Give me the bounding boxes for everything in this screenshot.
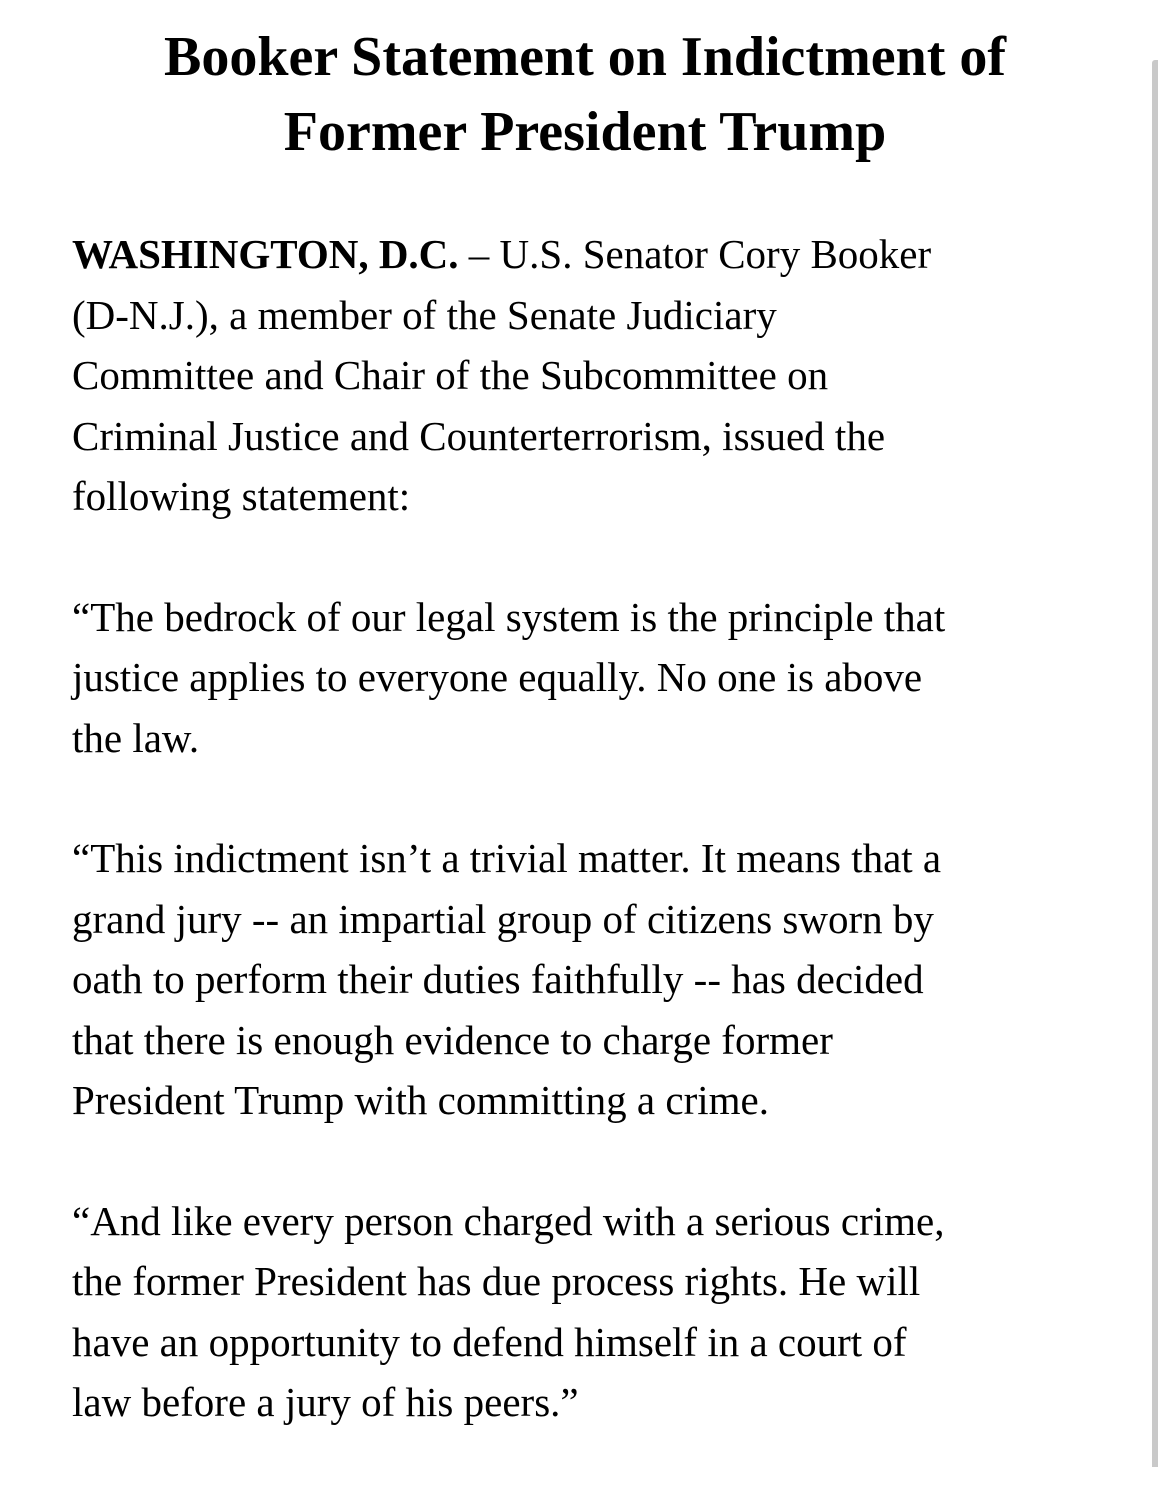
quote-1-line-1: “The bedrock of our legal system is the principle that xyxy=(72,593,946,640)
intro-line-2: (D-N.J.), a member of the Senate Judiciary xyxy=(72,291,777,338)
quote-2-line-1: “This indictment isn’t a trivial matter. It means that a xyxy=(72,835,942,881)
dateline: WASHINGTON, D.C. xyxy=(72,231,459,277)
quote-3-line-4: law before a jury of his peers.” xyxy=(72,1379,579,1425)
quote-1-line-3: the law. xyxy=(72,714,200,761)
quote-2-line-5: President Trump with committing a crime. xyxy=(72,1077,769,1123)
quote-3-line-3: have an opportunity to defend himself in a court of xyxy=(72,1318,907,1365)
page-title xyxy=(40,20,1130,170)
statement-body xyxy=(72,224,1132,1493)
quote-paragraph-1 xyxy=(72,587,1132,769)
quote-2-line-4: that there is enough evidence to charge former xyxy=(72,1016,833,1063)
title-line-1: Booker Statement on Indictment of xyxy=(163,26,1007,88)
quote-3-line-2: the former President has due process rights. He will xyxy=(72,1258,921,1304)
scrollbar[interactable] xyxy=(1152,60,1158,1467)
intro-line-1 xyxy=(72,224,1132,285)
intro-paragraph xyxy=(72,224,1132,527)
intro-first-line-text: – U.S. Senator Cory Booker xyxy=(458,231,932,277)
intro-line-5: following statement: xyxy=(72,473,411,519)
quote-2-line-3: oath to perform their duties faithfully -- has decided xyxy=(72,956,924,1002)
quote-paragraph-3 xyxy=(72,1191,1132,1433)
quote-1-line-2: justice applies to everyone equally. No one is above xyxy=(72,654,923,700)
quote-3-line-1: “And like every person charged with a serious crime, xyxy=(72,1197,945,1244)
title-line-2: Former President Trump xyxy=(283,101,887,163)
intro-line-4: Criminal Justice and Counterterrorism, issued the xyxy=(72,412,886,459)
quote-2-line-2: grand jury -- an impartial group of citizens sworn by xyxy=(72,895,934,942)
intro-line-3: Committee and Chair of the Subcommittee on xyxy=(72,352,829,398)
quote-paragraph-2 xyxy=(72,828,1132,1131)
